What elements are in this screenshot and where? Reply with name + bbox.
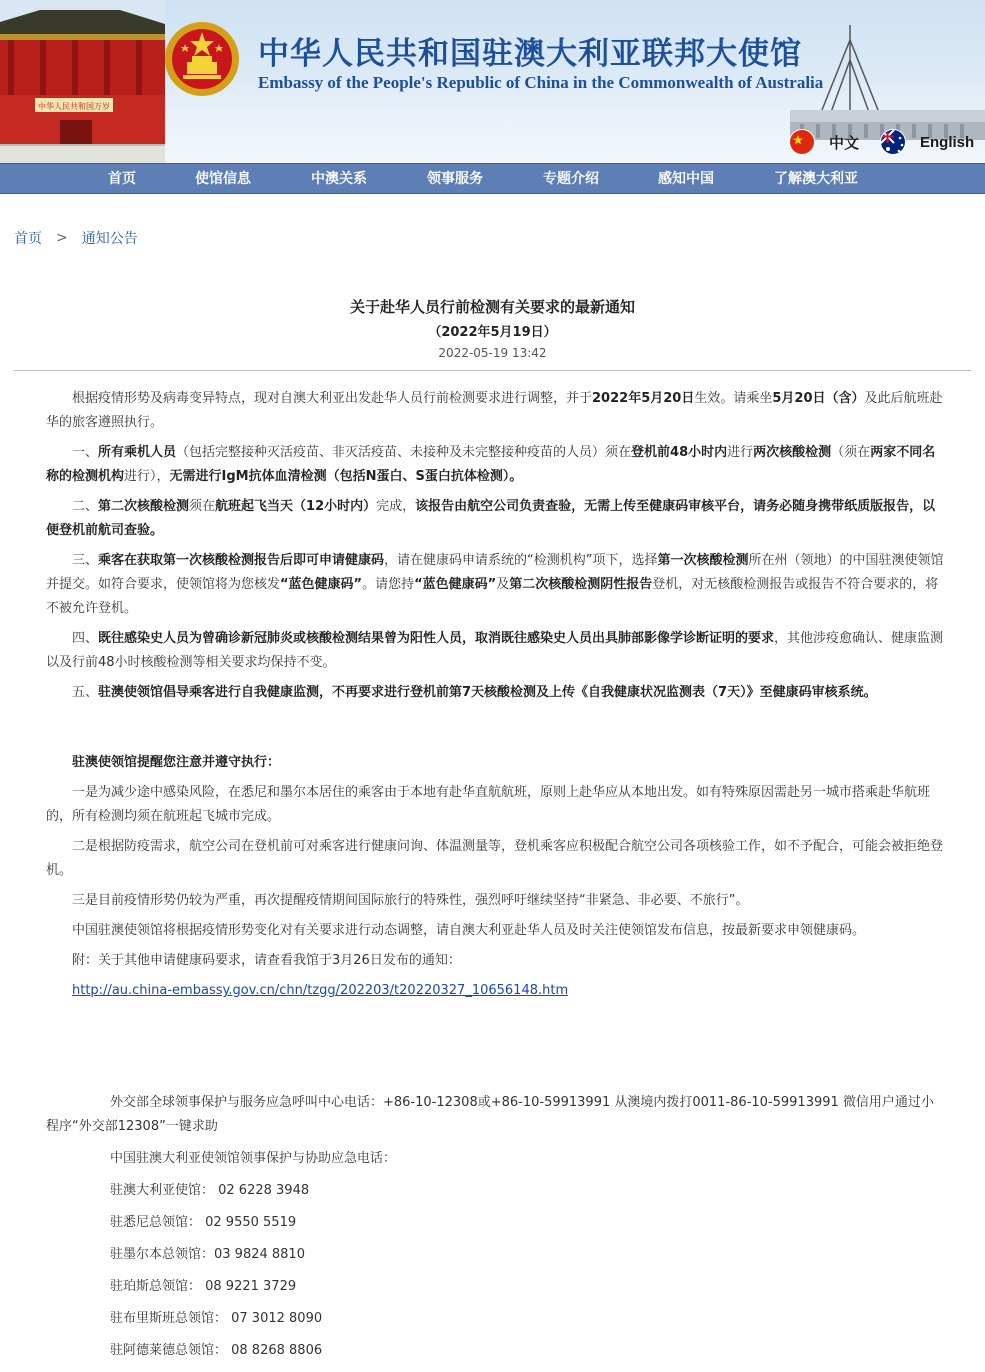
nav-item-topics[interactable]: 专题介绍 xyxy=(543,171,599,187)
nav-item-embassy-info[interactable]: 使馆信息 xyxy=(195,171,251,187)
breadcrumb-home[interactable]: 首页 xyxy=(14,231,42,247)
hotline-text: 外交部全球领事保护与服务应急呼叫中心电话：+86-10-12308或+86-10-59913991 从澳境内拨打0011-86-10-59913991 微信用户通过小程序“外交部12308”一键求助 xyxy=(46,1095,934,1134)
site-title-cn: 中华人民共和国驻澳大利亚联邦大使馆 xyxy=(258,36,802,72)
paragraph-intro: 根据疫情形势及病毒变异特点，现对自澳大利亚出发赴华人员行前检测要求进行调整，并于2022年5月20日生效。请乘坐5月20日（含）及此后航班赴华的旅客遵照执行。 xyxy=(46,391,943,430)
contact-line: 驻阿德莱德总领馆： 08 8268 8806 xyxy=(110,1343,323,1358)
annex-note: 附：关于其他申请健康码要求，请查看我馆于3月26日发布的通知： xyxy=(72,953,461,968)
header-banner xyxy=(0,0,985,163)
nav-item-perceive-china[interactable]: 感知中国 xyxy=(658,171,714,187)
main-nav xyxy=(0,163,985,194)
paragraph-4: 四、既往感染史人员为曾确诊新冠肺炎或核酸检测结果曾为阳性人员，取消既往感染史人员出具肺部影像学诊断证明的要求，其他涉疫愈确认、健康监测以及行前48小时核酸检测等相关要求均保持不变。 xyxy=(46,631,944,670)
paragraph-5: 五、驻澳使领馆倡导乘客进行自我健康监测，不再要求进行登机前第7天核酸检测及上传《自我健康状况监测表（7天）》至健康码审核系统。 xyxy=(72,685,877,700)
reminder-title: 驻澳使领馆提醒您注意并遵守执行： xyxy=(72,755,281,770)
contacts-title: 中国驻澳大利亚使领馆领事保护与协助应急电话： xyxy=(110,1151,397,1166)
paragraph-1: 一、所有乘机人员（包括完整接种灭活疫苗、非灭活疫苗、未接种及未完整接种疫苗的人员）须在登机前48小时内进行两次核酸检测（须在两家不同名称的检测机构进行），无需进行IgM抗体血清检测（包括N蛋白、S蛋白抗体检测）。 xyxy=(46,445,936,484)
annex-link-row xyxy=(46,979,946,1003)
reminder-1: 一是为减少途中感染风险，在悉尼和墨尔本居住的乘客由于本地有赴华直航航班，原则上赴华应从本地出发。如有特殊原因需赴另一城市搭乘赴华航班的，所有检测均须在航班起飞城市完成。 xyxy=(46,785,931,824)
divider xyxy=(14,370,971,371)
contact-line: 驻珀斯总领馆： 08 9221 3729 xyxy=(110,1279,297,1294)
lang-cn-label: 中文 xyxy=(829,134,860,152)
lang-en-label: English xyxy=(920,133,975,151)
nav-item-home[interactable]: 首页 xyxy=(108,171,136,187)
breadcrumb-current[interactable]: 通知公告 xyxy=(81,231,138,247)
australia-flag-icon xyxy=(880,129,906,155)
national-emblem-icon xyxy=(163,20,241,98)
lang-switch-cn[interactable] xyxy=(789,128,865,156)
china-flag-icon xyxy=(789,129,815,155)
nav-item-consular[interactable]: 领事服务 xyxy=(427,171,483,187)
tower-sign: 中华人民共和国万岁 xyxy=(38,102,110,111)
nav-item-china-australia[interactable]: 中澳关系 xyxy=(311,171,367,187)
article-date: 2022-05-19 13:42 xyxy=(438,346,547,360)
article-body xyxy=(46,387,946,1009)
site-title-en: Embassy of the People's Republic of China in the Commonwealth of Australia xyxy=(258,73,824,92)
contact-line: 驻布里斯班总领馆： 07 3012 8090 xyxy=(110,1311,323,1326)
reminder-3: 三是目前疫情形势仍较为严重，再次提醒疫情期间国际旅行的特殊性，强烈呼吁继续坚持“非紧急、非必要、不旅行”。 xyxy=(72,893,749,908)
tiananmen-tower-image xyxy=(0,0,165,163)
contact-line: 驻澳大利亚使馆： 02 6228 3948 xyxy=(110,1183,310,1198)
reminder-2: 二是根据防疫需求，航空公司在登机前可对乘客进行健康问询、体温测量等，登机乘客应积极配合航空公司各项核验工作，如不予配合，可能会被拒绝登机。 xyxy=(46,839,944,878)
nav-item-about-australia[interactable]: 了解澳大利亚 xyxy=(774,171,858,187)
lang-switch-en[interactable] xyxy=(880,128,980,156)
annex-link[interactable]: http://au.china-embassy.gov.cn/chn/tzgg/202203/t20220327_10656148.htm xyxy=(72,983,569,998)
breadcrumb-separator: > xyxy=(56,230,68,246)
reminder-4: 中国驻澳使领馆将根据疫情形势变化对有关要求进行动态调整，请自澳大利亚赴华人员及时关注使领馆发布信息，按最新要求申领健康码。 xyxy=(72,923,866,938)
article-title: 关于赴华人员行前检测有关要求的最新通知 xyxy=(349,298,635,316)
paragraph-2: 二、第二次核酸检测须在航班起飞当天（12小时内）完成，该报告由航空公司负责查验，无需上传至健康码审核平台，请务必随身携带纸质版报告，以便登机前航司查验。 xyxy=(46,499,936,538)
breadcrumb xyxy=(14,228,138,248)
parliament-house-image xyxy=(760,20,985,140)
paragraph-3: 三、乘客在获取第一次核酸检测报告后即可申请健康码，请在健康码申请系统的“检测机构”项下，选择第一次核酸检测所在州（领地）的中国驻澳使领馆并提交。如符合要求，使领馆将为您核发“蓝色健康码”。请您持“蓝色健康码”及第二次核酸检测阴性报告登机，对无核酸检测报告或报告不符合要求的，将不被允许登机。 xyxy=(46,553,944,616)
contact-line: 驻墨尔本总领馆：03 9824 8810 xyxy=(110,1247,305,1262)
article-subtitle: （2022年5月19日） xyxy=(428,325,557,340)
contact-line: 驻悉尼总领馆： 02 9550 5519 xyxy=(110,1215,297,1230)
contacts-section xyxy=(46,1091,946,1371)
